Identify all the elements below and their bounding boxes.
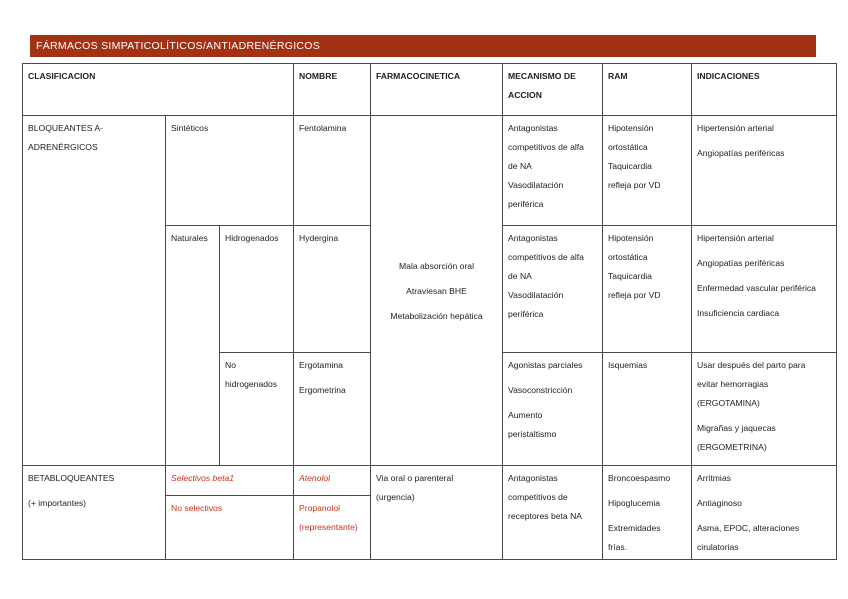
drug-name xyxy=(294,353,371,466)
group-label-line: (+ importantes) xyxy=(28,498,87,508)
header-mecanismo xyxy=(503,64,603,116)
text-line: Taquicardia xyxy=(608,271,652,281)
text-line: (ERGOMETRINA) xyxy=(697,442,767,452)
text-line: Antagonistas xyxy=(508,233,558,243)
group-label-betabloqueantes xyxy=(23,466,166,560)
text-line: de NA xyxy=(508,161,532,171)
header-farmacocinetica: FARMACOCINETICA xyxy=(371,64,503,116)
text-line: evitar hemorragias xyxy=(697,379,769,389)
ram-cell xyxy=(603,116,692,226)
indicaciones-cell xyxy=(692,226,837,353)
mecanismo-cell xyxy=(503,116,603,226)
text-line: Migrañas y jaquecas xyxy=(697,423,776,433)
drug-name: Hydergina xyxy=(294,226,371,353)
mecanismo-cell xyxy=(503,226,603,353)
text-line: Isquemias xyxy=(608,360,648,370)
text-line: Agonistas parciales xyxy=(508,360,583,370)
text-line: Hipoglucemia xyxy=(608,498,661,508)
text-line: ortostática xyxy=(608,142,648,152)
pk-line: Via oral o parenteral xyxy=(376,473,454,483)
indicaciones-cell xyxy=(692,466,837,560)
text-line: (ERGOTAMINA) xyxy=(697,398,760,408)
drug-name: Fentolamina xyxy=(294,116,371,226)
text-line: Taquicardia xyxy=(608,161,652,171)
header-mecanismo-line: ACCION xyxy=(508,90,542,100)
header-mecanismo-line: MECANISMO DE xyxy=(508,71,576,81)
subclass-sinteticos: Sintéticos xyxy=(166,116,294,226)
text-line: Antagonistas xyxy=(508,473,558,483)
text-line: competitivos de xyxy=(508,492,568,502)
farmacocinetica-cell xyxy=(371,466,503,560)
text-line: competitivos de alfa xyxy=(508,252,584,262)
text-line: Insuficiencia cardiaca xyxy=(697,308,780,318)
header-clasificacion: CLASIFICACION xyxy=(23,64,294,116)
text-line: (representante) xyxy=(299,522,358,532)
text-line: competitivos de alfa xyxy=(508,142,584,152)
pk-line: Mala absorción oral xyxy=(399,260,474,271)
text-line: periférica xyxy=(508,199,544,209)
text-line: Vasodilatación xyxy=(508,290,564,300)
group-label-line: ADRENÉRGICOS xyxy=(28,142,98,152)
text-line: Extremidades xyxy=(608,523,661,533)
group-label-line: BETABLOQUEANTES xyxy=(28,473,115,483)
farmacocinetica-cell xyxy=(371,116,503,466)
text-line: cirulatorias xyxy=(697,542,739,552)
text-line: Hipotensión xyxy=(608,123,654,133)
header-nombre: NOMBRE xyxy=(294,64,371,116)
header-row xyxy=(23,64,837,116)
text-line: frías. xyxy=(608,542,628,552)
text-line: Propanolol xyxy=(299,503,341,513)
subclass-naturales: Naturales xyxy=(166,226,220,466)
pk-line: Metabolización hepática xyxy=(390,310,483,321)
header-ram: RAM xyxy=(603,64,692,116)
text-line: Arritmias xyxy=(697,473,731,483)
text-line: receptores beta NA xyxy=(508,511,583,521)
group-label-bloqueantes xyxy=(23,116,166,466)
ram-cell xyxy=(603,226,692,353)
drug-name xyxy=(294,496,371,560)
text-line: Vasodilatación xyxy=(508,180,564,190)
indicaciones-cell xyxy=(692,116,837,226)
group-label-line: BLOQUEANTES A- xyxy=(28,123,103,133)
table-title-banner: FÁRMACOS SIMPATICOLÍTICOS/ANTIADRENÉRGICOS xyxy=(30,35,816,57)
ram-cell xyxy=(603,466,692,560)
text-line: Enfermedad vascular periférica xyxy=(697,283,816,293)
text-line: refleja por VD xyxy=(608,290,661,300)
table-row xyxy=(23,116,837,226)
mecanismo-cell xyxy=(503,353,603,466)
subclass-hidrogenados: Hidrogenados xyxy=(220,226,294,353)
table-row xyxy=(23,466,837,496)
text-line: Antiaginoso xyxy=(697,498,742,508)
text-line: refleja por VD xyxy=(608,180,661,190)
indicaciones-cell xyxy=(692,353,837,466)
text-line: Aumento xyxy=(508,410,543,420)
text-line: Antagonistas xyxy=(508,123,558,133)
text-line: periférica xyxy=(508,309,544,319)
text-line: Ergotamina xyxy=(299,360,343,370)
text-line: Hipertensión arterial xyxy=(697,233,774,243)
text-line: Hipertensión arterial xyxy=(697,123,774,133)
drug-table xyxy=(22,63,837,560)
drug-name: Atenolol xyxy=(294,466,371,496)
pk-line: (urgencia) xyxy=(376,492,415,502)
text-line: Angiopatías periféricas xyxy=(697,148,785,158)
header-indicaciones: INDICACIONES xyxy=(692,64,837,116)
pk-line: Atraviesan BHE xyxy=(406,285,467,296)
text-line: hidrogenados xyxy=(225,379,278,389)
mecanismo-cell xyxy=(503,466,603,560)
text-line: Vasoconstricción xyxy=(508,385,573,395)
text-line: Hipotensión xyxy=(608,233,654,243)
text-line: Broncoespasmo xyxy=(608,473,671,483)
ram-cell xyxy=(603,353,692,466)
text-line: Asma, EPOC, alteraciones xyxy=(697,523,800,533)
text-line: peristaltismo xyxy=(508,429,557,439)
text-line: Ergometrina xyxy=(299,385,346,395)
subclass-selectivos: Selectivos beta1 xyxy=(166,466,294,496)
text-line: ortostática xyxy=(608,252,648,262)
text-line: Angiopatías periféricas xyxy=(697,258,785,268)
subclass-no-hidrogenados xyxy=(220,353,294,466)
text-line: No xyxy=(225,360,236,370)
text-line: Usar después del parto para xyxy=(697,360,806,370)
subclass-no-selectivos: No selectivos xyxy=(166,496,294,560)
text-line: de NA xyxy=(508,271,532,281)
